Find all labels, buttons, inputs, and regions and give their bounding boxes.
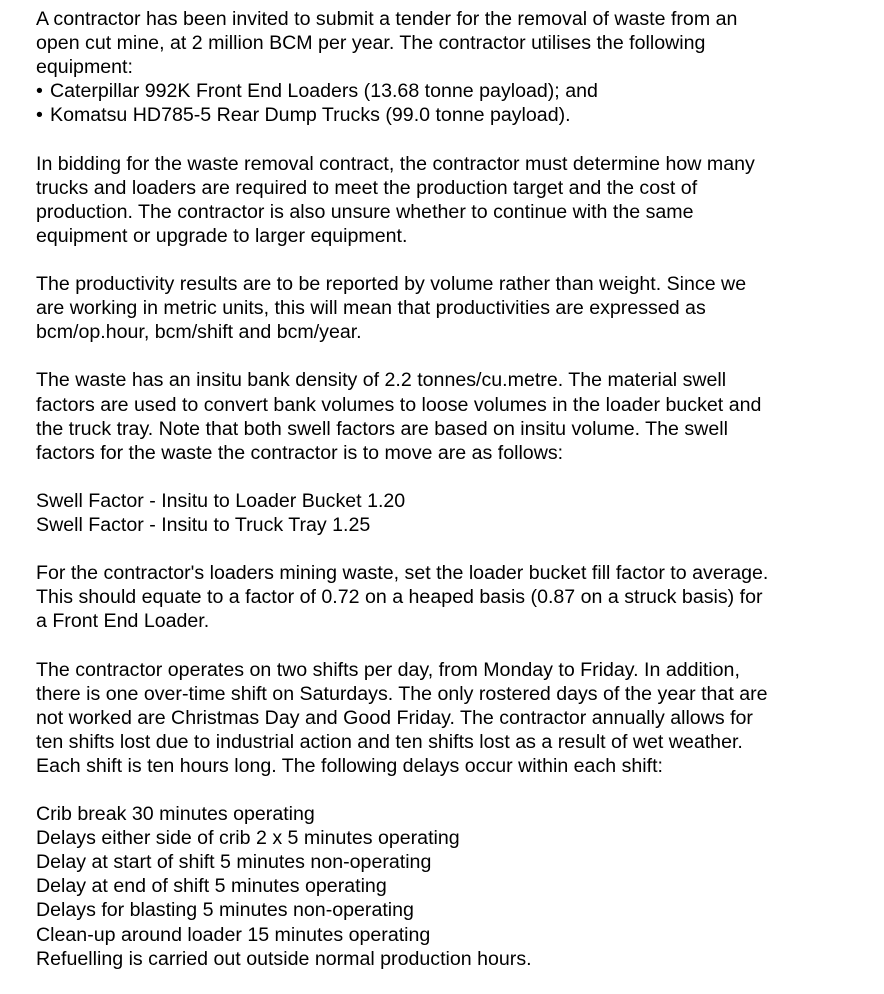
paragraph-delays	[36, 802, 856, 971]
text-line: For the contractor's loaders mining waste, set the loader bucket fill factor to average.	[36, 562, 769, 585]
text-line: a Front End Loader.	[36, 610, 210, 633]
text-line: Delay at end of shift 5 minutes operating	[36, 875, 387, 898]
bullet-item	[36, 103, 856, 127]
text-line: are working in metric units, this will mean that productivities are expressed as	[36, 297, 706, 320]
text-line: The productivity results are to be reported by volume rather than weight. Since we	[36, 273, 747, 296]
text-line: The waste has an insitu bank density of 2.2 tonnes/cu.metre. The material swell	[36, 369, 727, 392]
text-line: equipment:	[36, 56, 133, 79]
text-line: production. The contractor is also unsure whether to continue with the same	[36, 200, 694, 223]
text-line: Delays either side of crib 2 x 5 minutes operating	[36, 827, 460, 850]
paragraph-shifts	[36, 658, 856, 778]
bullet-icon: •	[36, 80, 43, 103]
text-line: ten shifts lost due to industrial action and ten shifts lost as a result of wet weather.	[36, 730, 743, 753]
text-line: equipment or upgrade to larger equipment.	[36, 224, 408, 247]
paragraph-intro	[36, 7, 856, 127]
text-line: Refuelling is carried out outside normal production hours.	[36, 947, 532, 970]
text-line: Delays for blasting 5 minutes non-operating	[36, 899, 414, 922]
text-line: Each shift is ten hours long. The following delays occur within each shift:	[36, 754, 663, 777]
text-line: Clean-up around loader 15 minutes operating	[36, 923, 431, 946]
bullet-icon: •	[36, 104, 43, 127]
text-line: not worked are Christmas Day and Good Friday. The contractor annually allows for	[36, 706, 753, 729]
bullet-text: Komatsu HD785-5 Rear Dump Trucks (99.0 tonne payload).	[50, 104, 571, 127]
text-line: open cut mine, at 2 million BCM per year. The contractor utilises the following	[36, 32, 706, 55]
bullet-text: Caterpillar 992K Front End Loaders (13.68 tonne payload); and	[50, 80, 598, 103]
text-line: factors are used to convert bank volumes to loose volumes in the loader bucket and	[36, 393, 762, 416]
text-line: A contractor has been invited to submit a tender for the removal of waste from an	[36, 8, 738, 30]
text-line: there is one over-time shift on Saturdays. The only rostered days of the year that are	[36, 682, 768, 705]
text-line: factors for the waste the contractor is to move are as follows:	[36, 441, 564, 464]
text-line: Crib break 30 minutes operating	[36, 803, 315, 826]
bullet-item	[36, 79, 856, 103]
paragraph-bidding	[36, 152, 856, 248]
paragraph-productivity	[36, 272, 856, 344]
text-line: Swell Factor - Insitu to Truck Tray 1.25	[36, 513, 371, 536]
paragraph-density	[36, 368, 856, 464]
paragraph-swell-factors	[36, 489, 856, 537]
text-line: In bidding for the waste removal contract, the contractor must determine how many	[36, 152, 755, 175]
document-body	[36, 7, 856, 971]
text-line: This should equate to a factor of 0.72 on a heaped basis (0.87 on a struck basis) for	[36, 586, 763, 609]
text-line: Swell Factor - Insitu to Loader Bucket 1.20	[36, 489, 406, 512]
text-line: Delay at start of shift 5 minutes non-operating	[36, 851, 432, 874]
text-line: trucks and loaders are required to meet the production target and the cost of	[36, 176, 698, 199]
text-line: the truck tray. Note that both swell factors are based on insitu volume. The swell	[36, 417, 728, 440]
text-line: The contractor operates on two shifts per day, from Monday to Friday. In addition,	[36, 658, 740, 681]
paragraph-fill-factor	[36, 561, 856, 633]
text-line: bcm/op.hour, bcm/shift and bcm/year.	[36, 321, 362, 344]
